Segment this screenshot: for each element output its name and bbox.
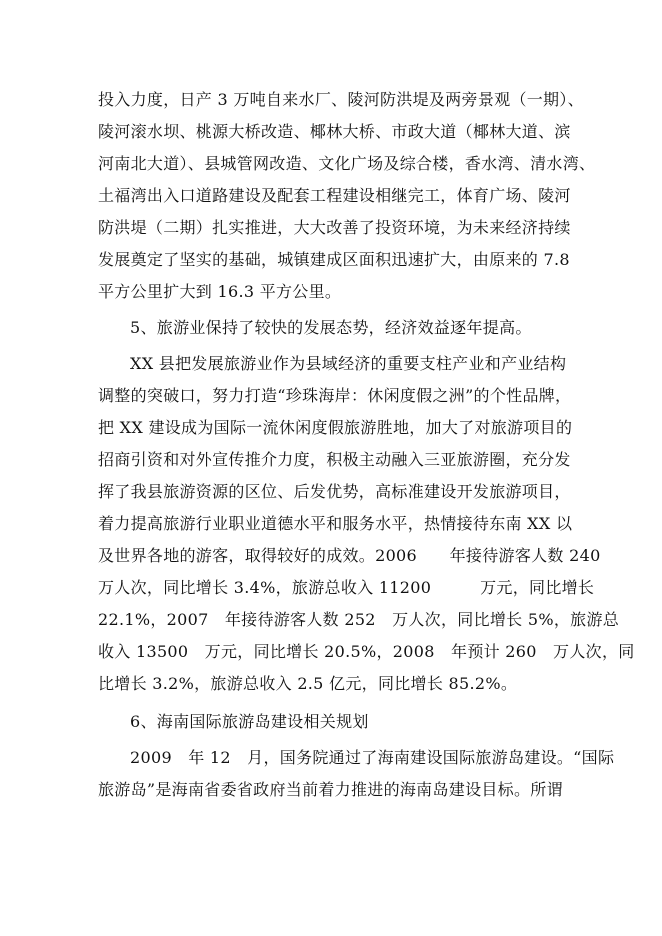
paragraph-2-line-1: XX 县把发展旅游业作为县域经济的重要支柱产业和产业结构 [130, 354, 567, 373]
paragraph-2-line-2: 调整的突破口，努力打造“珍珠海岸：休闲度假之洲”的个性品牌， [98, 386, 572, 405]
paragraph-1-line-3: 河南北大道）、县城管网改造、文化广场及综合楼，香水湾、清水湾、 [98, 154, 596, 173]
paragraph-2-line-10: 收入 13500 万元，同比增长 20.5%，2008 年预计 260 万人次，同 [98, 642, 635, 661]
section-heading-6: 6、海南国际旅游岛建设相关规划 [130, 712, 369, 731]
paragraph-1-line-7: 平方公里扩大到 16.3 平方公里。 [98, 282, 342, 301]
paragraph-2-line-11: 比增长 3.2%，旅游总收入 2.5 亿元，同比增长 85.2%。 [98, 674, 518, 693]
paragraph-2-line-5: 挥了我县旅游资源的区位、后发优势，高标准建设开发旅游项目， [98, 482, 571, 501]
paragraph-1-line-2: 陵河滚水坝、桃源大桥改造、椰林大桥、市政大道（椰林大道、滨 [98, 122, 571, 141]
paragraph-2-line-8: 万人次，同比增长 3.4%，旅游总收入 11200 万元，同比增长 [98, 578, 595, 597]
section-heading-5: 5、旅游业保持了较快的发展态势，经济效益逐年提高。 [130, 318, 532, 337]
paragraph-2-line-6: 着力提高旅游行业职业道德水平和服务水平，热情接待东南 XX 以 [98, 514, 573, 533]
paragraph-1-line-5: 防洪堤（二期）扎实推进，大大改善了投资环境，为未来经济持续 [98, 218, 571, 237]
paragraph-2-line-4: 招商引资和对外宣传推介力度，积极主动融入三亚旅游圈，充分发 [98, 450, 571, 469]
paragraph-1-line-1: 投入力度，日产 3 万吨自来水厂、陵河防洪堤及两旁景观（一期）、 [98, 90, 584, 109]
paragraph-2-line-7: 及世界各地的游客，取得较好的成效。2006 年接待游客人数 240 [98, 546, 601, 565]
paragraph-2-line-3: 把 XX 建设成为国际一流休闲度假旅游胜地，加大了对旅游项目的 [98, 418, 573, 437]
paragraph-3-line-1: 2009 年 12 月，国务院通过了海南建设国际旅游岛建设。“国际 [130, 748, 615, 767]
paragraph-1-line-4: 土福湾出入口道路建设及配套工程建设相继完工，体育广场、陵河 [98, 186, 571, 205]
paragraph-1-line-6: 发展奠定了坚实的基础，城镇建成区面积迅速扩大，由原来的 7.8 [98, 250, 570, 269]
paragraph-3-line-2: 旅游岛”是海南省委省政府当前着力推进的海南岛建设目标。所谓 [98, 780, 563, 799]
paragraph-2-line-9: 22.1%，2007 年接待游客人数 252 万人次，同比增长 5%，旅游总 [98, 610, 620, 629]
